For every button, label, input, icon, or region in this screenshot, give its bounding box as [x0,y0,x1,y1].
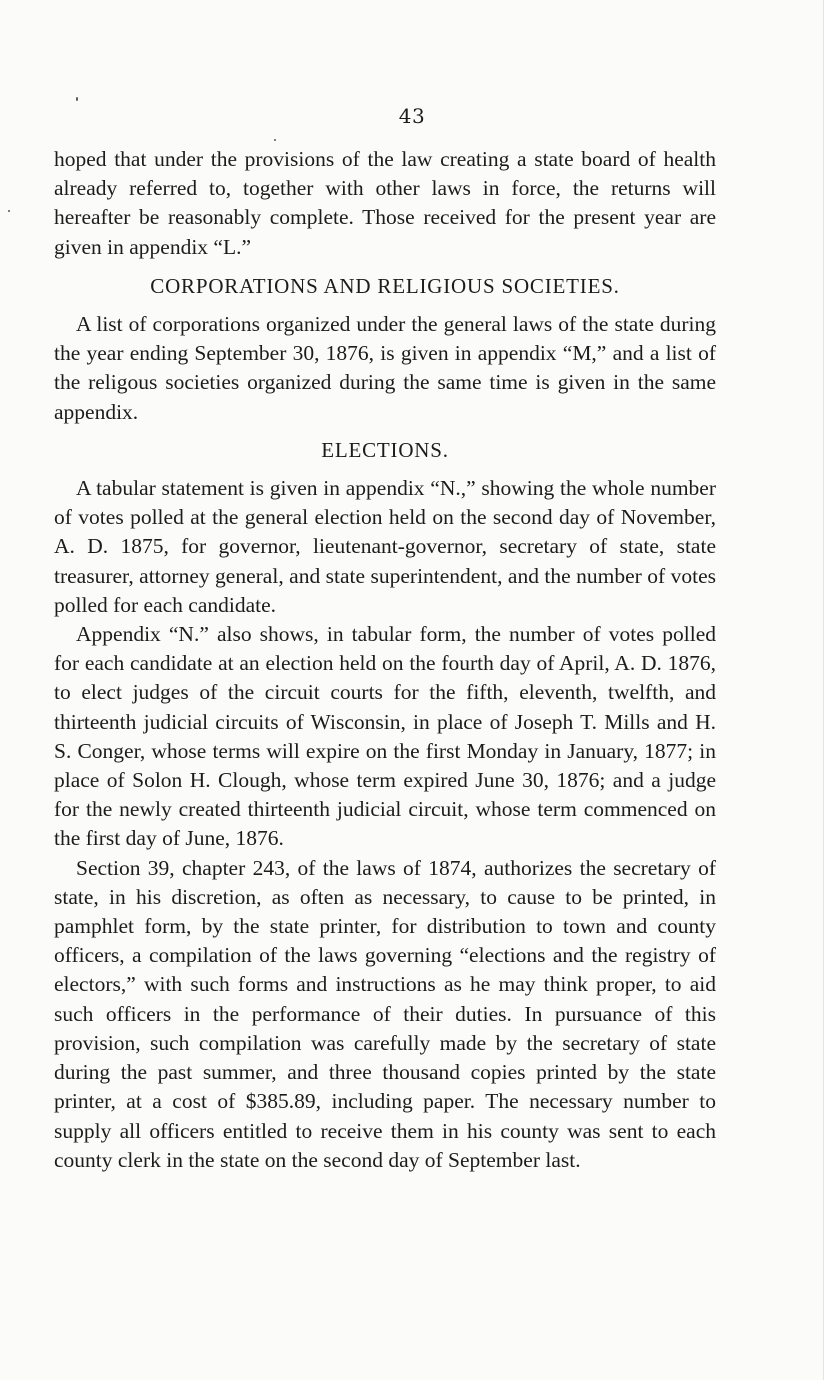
paragraph-elections-1: A tabular statement is given in appendix “N.,” showing the whole number of votes polled at the general election held on the second day of November, A. D. 1875, for governor, lieutenant-governor, secretary of state, state treasurer, attorney general, and state superintendent, and the number of votes polled for each candidate. [54,476,716,617]
body-text [54,145,716,1175]
section-heading-elections: ELECTIONS. [321,437,449,462]
paragraph-elections-2: Appendix “N.” also shows, in tabular form, the number of votes polled for each candidate at an election held on the fourth day of April, A. D. 1876, to elect judges of the circuit courts for the fifth, eleventh, twelfth, and thirteenth judicial circuits of Wisconsin, in place of Joseph T. Mills and H. S. Conger, whose terms will expire on the first Monday in January, 1877; in place of Solon H. Clough, whose term expired June 30, 1876; and a judge for the newly created thirteenth judicial circuit, whose term commenced on the first day of June, 1876. [54,622,716,851]
paragraph-intro: hoped that under the provisions of the law creating a state board of health already referred to, together with other laws in force, the returns will hereafter be reasonably complete. Those received for the present year are given in appendix “L.” [54,147,716,259]
section-heading-corporations: CORPORATIONS AND RELIGIOUS SOCIETIES. [150,273,620,298]
paragraph-elections-3: Section 39, chapter 243, of the laws of 1874, authorizes the secretary of state, in his discretion, as often as necessary, to cause to be printed, in pamphlet form, by the state printer, for distribution to town and county officers, a compilation of the laws governing “elections and the registry of electors,” with such forms and instructions as he may think proper, to aid such officers in the performance of their duties. In pursuance of this provision, such compilation was carefully made by the secretary of state during the past summer, and three thousand copies printed by the state printer, at a cost of $385.89, including paper. The necessary number to supply all officers entitled to receive them in his county was sent to each county clerk in the state on the second day of September last. [54,855,716,1172]
ink-speck [76,97,78,101]
ink-speck [8,210,10,212]
page-number: 43 [398,104,426,128]
ink-speck [274,139,276,141]
paragraph-corporations: A list of corporations organized under the general laws of the state during the year ending September 30, 1876, is given in appendix “M,” and a list of the religous societies organized during the same time is given in the same appendix. [54,312,716,424]
